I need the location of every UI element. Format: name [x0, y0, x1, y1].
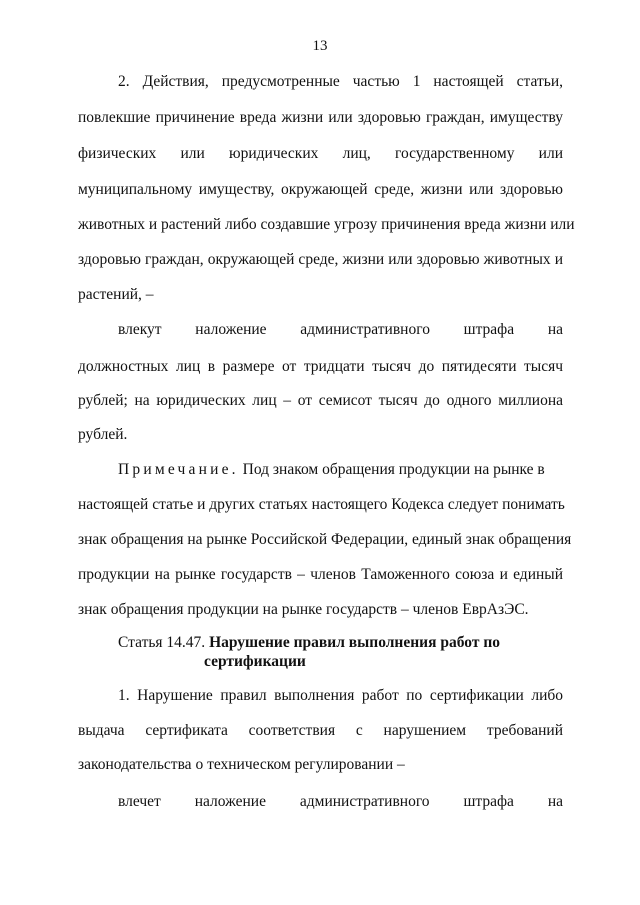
note-first-line: [118, 460, 563, 480]
article-title-line-2: сертификации: [204, 653, 306, 670]
part2-line-2: повлекшие причинение вреда жизни или здоровью граждан, имуществу: [78, 109, 563, 126]
part2-line-3: физических или юридических лиц, государственному или: [78, 145, 563, 162]
part1-line-1: 1. Нарушение правил выполнения работ по сертификации либо: [118, 687, 563, 704]
article-number: Статья 14.47.: [118, 634, 210, 651]
note-line-4: продукции на рынке государств – членов Таможенного союза и единый: [78, 566, 563, 583]
note-line-3: знак обращения на рынке Российской Федерации, единый знак обращения: [78, 531, 572, 548]
part2-line-1: 2. Действия, предусмотренные частью 1 настоящей статьи,: [118, 73, 563, 90]
page-number: 13: [312, 38, 328, 54]
part2-line-6: здоровью граждан, окружающей среде, жизни или здоровью животных и: [78, 251, 563, 268]
note-line-5: знак обращения продукции на рынке государств – членов ЕврАзЭС.: [78, 601, 529, 618]
penalty2-line-3: рублей; на юридических лиц – от семисот тысяч до одного миллиона: [78, 392, 563, 409]
penalty2-line-1: влекут наложение административного штрафа на: [118, 321, 563, 338]
penalty1-line-1: влечет наложение административного штрафа на: [118, 793, 563, 810]
article-heading: [118, 633, 563, 652]
part2-line-7: растений, –: [78, 286, 154, 303]
part1-line-3: законодательства о техническом регулировании –: [78, 756, 405, 773]
penalty2-line-2: должностных лиц в размере от тридцати тысяч до пятидесяти тысяч: [78, 358, 563, 375]
part2-line-5: животных и растений либо создавшие угрозу причинения вреда жизни или: [78, 216, 575, 233]
note-label: Примечание.: [118, 461, 239, 478]
note-line-1: Под знаком обращения продукции на рынке в: [238, 461, 545, 478]
penalty2-line-4: рублей.: [78, 426, 128, 443]
note-line-2: настоящей статье и других статьях настоящего Кодекса следует понимать: [78, 496, 565, 513]
part1-line-2: выдача сертификата соответствия с нарушением требований: [78, 722, 563, 739]
part2-line-4: муниципальному имуществу, окружающей среде, жизни или здоровью: [78, 181, 563, 198]
article-title-line-1: Нарушение правил выполнения работ по: [209, 634, 500, 651]
